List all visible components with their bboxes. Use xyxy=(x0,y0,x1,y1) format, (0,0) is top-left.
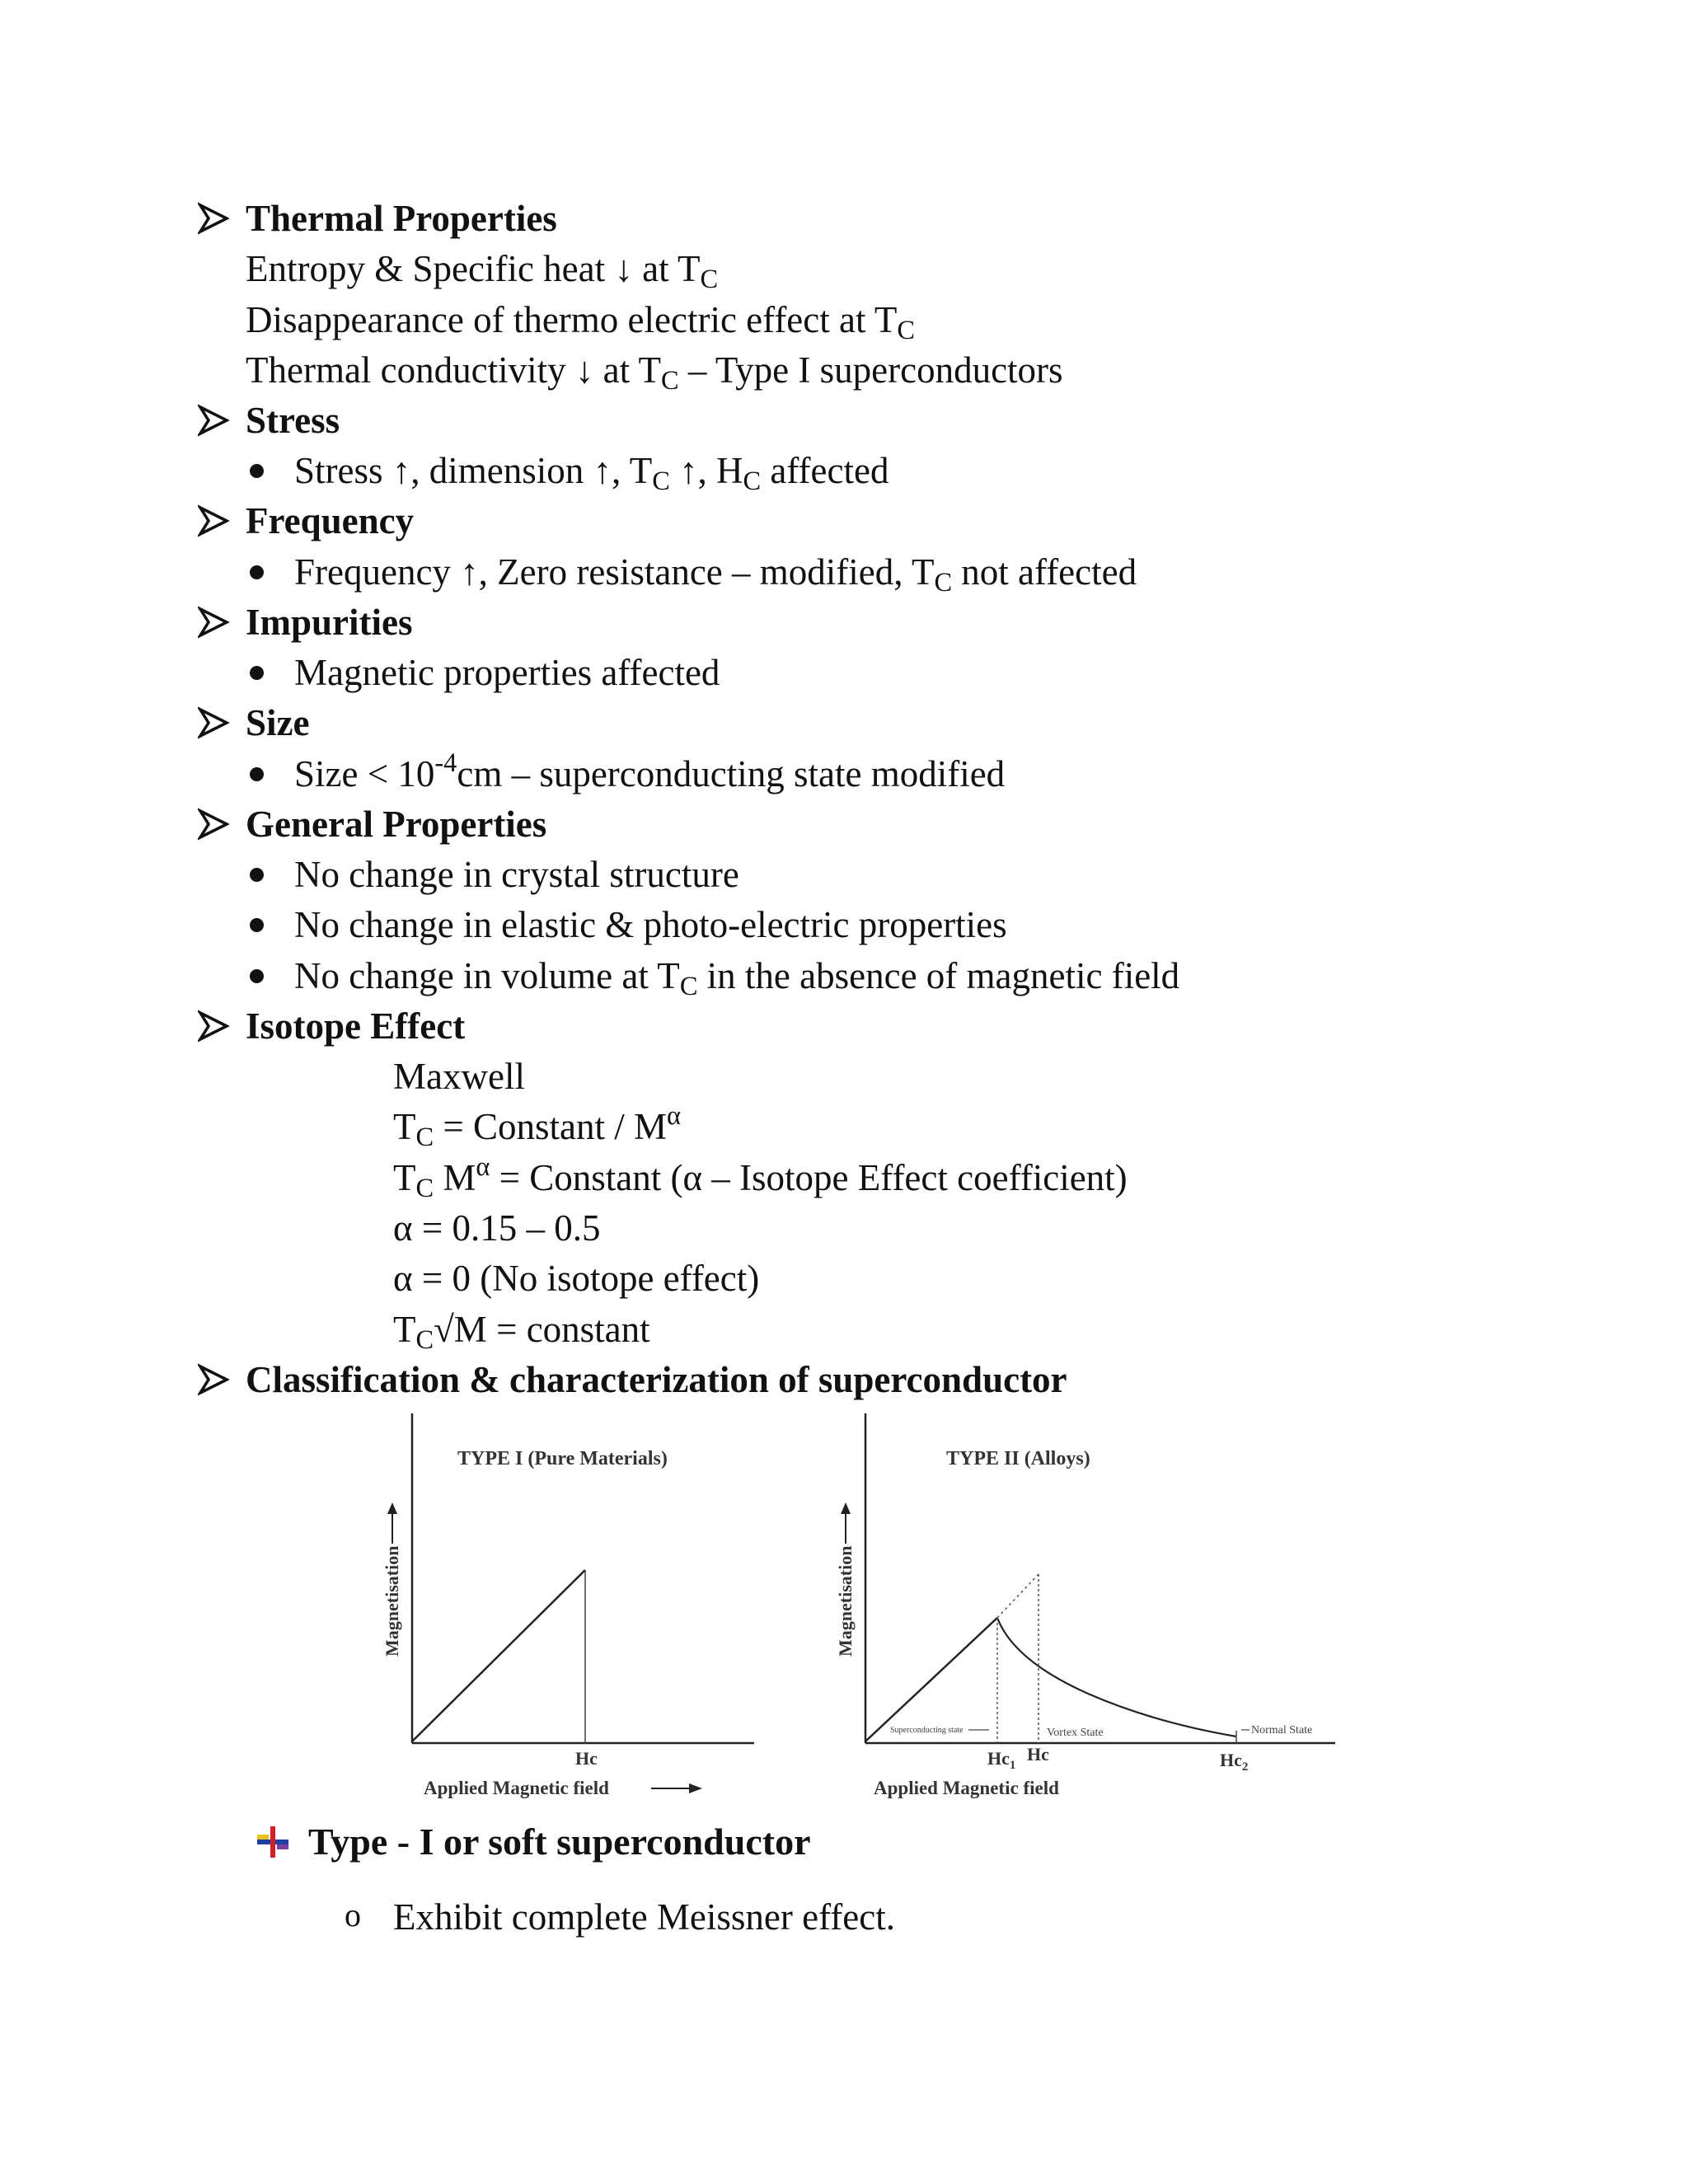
type2-superconducting-state: Superconducting state xyxy=(890,1726,964,1735)
type2-hc-label: Hc xyxy=(1027,1744,1049,1765)
arrowhead-bullet-icon xyxy=(198,801,229,847)
type2-hc2-label: $Hc_2$ xyxy=(1220,1750,1249,1774)
circle-bullet-icon: o xyxy=(345,1896,361,1933)
frequency-bullet: Frequency ↑, Zero resistance – modified, $T_C$ not affected xyxy=(294,551,1137,598)
frequency-heading: Frequency xyxy=(246,500,415,541)
type1-plot xyxy=(382,1413,754,1798)
magnetisation-figure xyxy=(363,1413,1368,1825)
general-bullet-2: No change in elastic & photo-electric properties xyxy=(294,904,1007,945)
arrowhead-bullet-icon xyxy=(198,599,229,645)
type2-meissner-line xyxy=(865,1618,997,1741)
isotope-line-3: $T_C$ $M^\alpha$ = Constant (α – Isotope Effect coefficient) xyxy=(393,1152,1128,1204)
bullet-dot xyxy=(250,464,264,478)
type2-normal-state: Normal State xyxy=(1251,1724,1313,1736)
type1-magnetisation-line xyxy=(412,1570,585,1741)
thermal-line-2: Disappearance of thermo electric effect at $T_C$ xyxy=(246,299,916,346)
stress-bullet: Stress ↑, dimension ↑, $T_C$ ↑, $H_C$ affected xyxy=(294,450,889,497)
type1-hc-label: Hc xyxy=(575,1748,598,1769)
type1-x-arrow xyxy=(651,1783,702,1793)
impurities-heading: Impurities xyxy=(246,602,413,643)
type2-y-label: Magnetisation xyxy=(835,1545,856,1657)
classification-heading: Classification & characterization of superconductor xyxy=(246,1359,1067,1400)
stress-heading: Stress xyxy=(246,400,340,441)
isotope-line-1: Maxwell xyxy=(393,1056,525,1097)
type1-y-arrow xyxy=(387,1502,397,1544)
bullet-dot xyxy=(250,918,264,932)
type1-y-label: Magnetisation xyxy=(382,1545,402,1657)
type2-x-label: Applied Magnetic field xyxy=(874,1778,1059,1798)
isotope-line-6: $T_C√M$ = constant xyxy=(393,1309,650,1356)
general-heading: General Properties xyxy=(246,804,547,845)
arrowhead-bullet-icon xyxy=(198,195,229,241)
thermal-line-3: Thermal conductivity ↓ at $T_C$ – Type I superconductors xyxy=(246,349,1063,396)
size-heading: Size xyxy=(246,702,310,743)
type2-y-arrow xyxy=(841,1502,851,1544)
isotope-line-2: $T_C$ = Constant / $M^\alpha$ xyxy=(393,1101,681,1153)
cross-bullet-icon xyxy=(257,1826,288,1858)
isotope-heading: Isotope Effect xyxy=(246,1005,466,1047)
bullet-dot xyxy=(250,868,264,882)
bullet-dot xyxy=(250,767,264,781)
type2-plot xyxy=(835,1413,1335,1798)
isotope-line-4: α = 0.15 – 0.5 xyxy=(393,1207,601,1249)
type1-item-1: Exhibit complete Meissner effect. xyxy=(393,1896,895,1938)
type2-vortex-state: Vortex State xyxy=(1047,1727,1104,1739)
thermal-line-1: Entropy & Specific heat ↓ at $T_C$ xyxy=(246,248,719,295)
type2-hc1-label: $Hc_1$ xyxy=(987,1748,1016,1772)
bullet-dot xyxy=(250,565,264,579)
general-bullet-1: No change in crystal structure xyxy=(294,854,739,895)
isotope-line-5: α = 0 (No isotope effect) xyxy=(393,1258,760,1299)
arrowhead-bullet-icon xyxy=(198,1357,229,1403)
arrowhead-bullet-icon xyxy=(198,1003,229,1049)
arrowhead-bullet-icon xyxy=(198,397,229,443)
impurities-bullet: Magnetic properties affected xyxy=(294,652,720,693)
bullet-dot xyxy=(250,666,264,680)
bullet-dot xyxy=(250,969,264,983)
size-bullet: Size < $10^{-4}cm$ – superconducting state modified xyxy=(294,748,1006,794)
arrowhead-bullet-icon xyxy=(198,700,229,746)
type2-vortex-curve xyxy=(997,1618,1236,1736)
general-bullet-3: No change in volume at $T_C$ in the absence of magnetic field xyxy=(294,955,1180,1002)
type2-title: TYPE II (Alloys) xyxy=(946,1448,1090,1469)
type2-extrapolated-line xyxy=(997,1574,1039,1618)
type1-x-label: Applied Magnetic field xyxy=(424,1778,609,1798)
type1-title: TYPE I (Pure Materials) xyxy=(457,1448,668,1469)
type1-heading: Type - I or soft superconductor xyxy=(308,1821,811,1863)
arrowhead-bullet-icon xyxy=(198,498,229,544)
thermal-heading: Thermal Properties xyxy=(246,198,557,239)
